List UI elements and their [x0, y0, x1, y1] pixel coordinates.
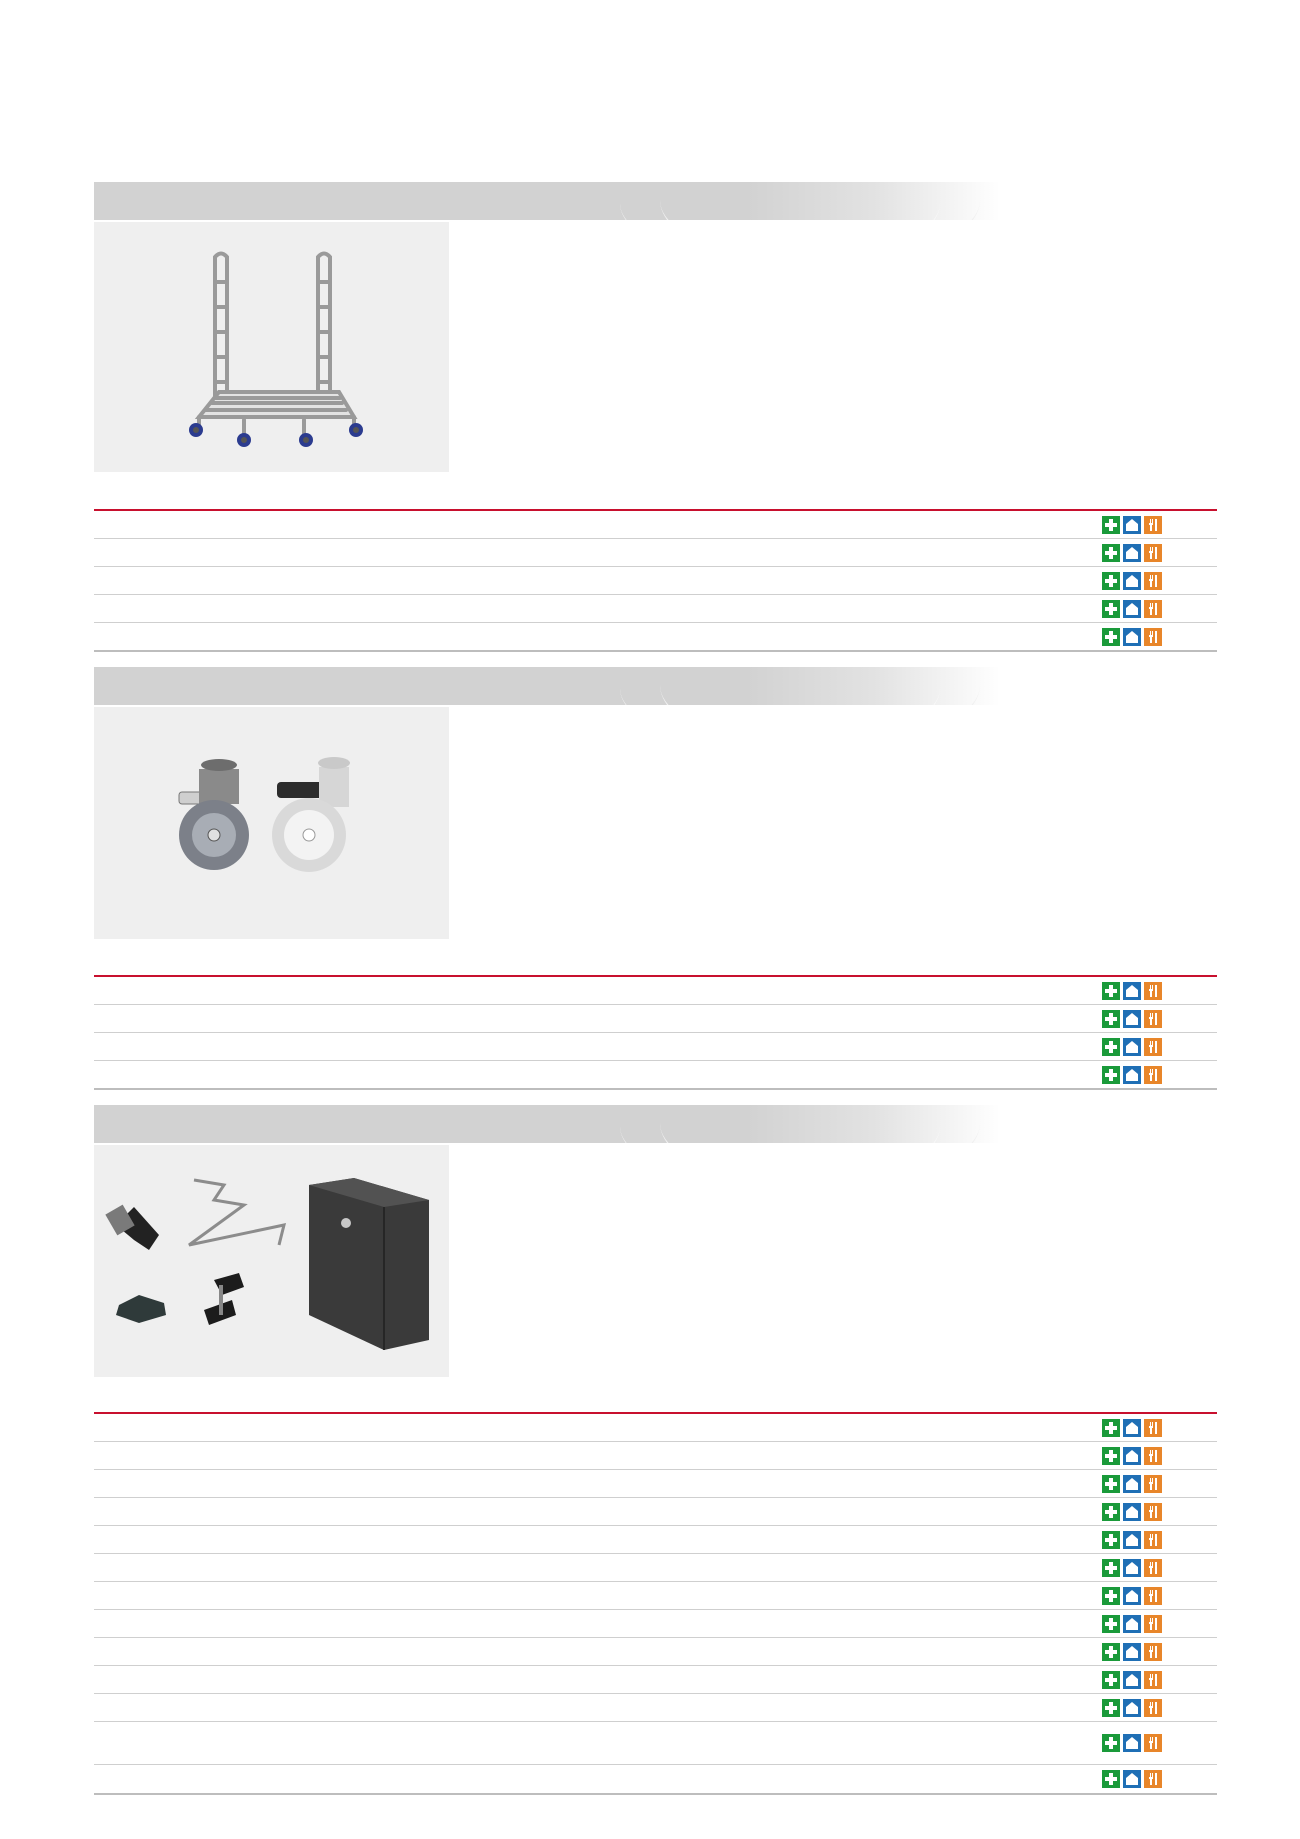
house-icon	[1123, 1066, 1141, 1084]
sector-icons	[1102, 628, 1162, 646]
medical-cross-icon	[1102, 628, 1120, 646]
cutlery-icon	[1144, 1038, 1162, 1056]
sector-icons	[1102, 1559, 1162, 1577]
table-row	[94, 1638, 1217, 1666]
sector-icons	[1102, 982, 1162, 1000]
table-row	[94, 1666, 1217, 1694]
table-row	[94, 595, 1217, 623]
section-2-header-bar	[94, 667, 1000, 705]
cutlery-icon	[1144, 1475, 1162, 1493]
sector-icons	[1102, 1587, 1162, 1605]
table-row	[94, 1442, 1217, 1470]
medical-cross-icon	[1102, 1587, 1120, 1605]
medical-cross-icon	[1102, 1615, 1120, 1633]
sector-icons	[1102, 1699, 1162, 1717]
medical-cross-icon	[1102, 1447, 1120, 1465]
cutlery-icon	[1144, 1447, 1162, 1465]
medical-cross-icon	[1102, 600, 1120, 618]
cutlery-icon	[1144, 544, 1162, 562]
cutlery-icon	[1144, 1671, 1162, 1689]
cutlery-icon	[1144, 1066, 1162, 1084]
medical-cross-icon	[1102, 1038, 1120, 1056]
table-row	[94, 977, 1217, 1005]
cutlery-icon	[1144, 1531, 1162, 1549]
trolley-frame-photo	[94, 222, 449, 472]
house-icon	[1123, 628, 1141, 646]
medical-cross-icon	[1102, 544, 1120, 562]
cutlery-icon	[1144, 982, 1162, 1000]
house-icon	[1123, 1671, 1141, 1689]
house-icon	[1123, 1559, 1141, 1577]
cutlery-icon	[1144, 600, 1162, 618]
medical-cross-icon	[1102, 982, 1120, 1000]
house-icon	[1123, 1643, 1141, 1661]
sector-icons	[1102, 1615, 1162, 1633]
medical-cross-icon	[1102, 516, 1120, 534]
table-row	[94, 1610, 1217, 1638]
cutlery-icon	[1144, 1734, 1162, 1752]
table-row	[94, 1498, 1217, 1526]
house-icon	[1123, 600, 1141, 618]
table-row	[94, 1765, 1217, 1795]
cutlery-icon	[1144, 1643, 1162, 1661]
house-icon	[1123, 1419, 1141, 1437]
sector-icons	[1102, 1038, 1162, 1056]
medical-cross-icon	[1102, 1531, 1120, 1549]
medical-cross-icon	[1102, 1066, 1120, 1084]
sector-icons	[1102, 1770, 1162, 1788]
sector-icons	[1102, 1447, 1162, 1465]
sector-icons	[1102, 1531, 1162, 1549]
house-icon	[1123, 1699, 1141, 1717]
house-icon	[1123, 1475, 1141, 1493]
section-1-header-bar	[94, 182, 1000, 220]
table-row	[94, 539, 1217, 567]
cutlery-icon	[1144, 516, 1162, 534]
section-3-header-bar	[94, 1105, 1000, 1143]
castor-wheels-photo	[94, 707, 449, 939]
house-icon	[1123, 1447, 1141, 1465]
house-icon	[1123, 1503, 1141, 1521]
house-icon	[1123, 572, 1141, 590]
cutlery-icon	[1144, 1770, 1162, 1788]
house-icon	[1123, 544, 1141, 562]
house-icon	[1123, 1770, 1141, 1788]
house-icon	[1123, 1010, 1141, 1028]
table-row	[94, 1061, 1217, 1090]
section-2-table	[94, 975, 1217, 1090]
house-icon	[1123, 1531, 1141, 1549]
sector-icons	[1102, 544, 1162, 562]
table-row	[94, 1582, 1217, 1610]
sector-icons	[1102, 1475, 1162, 1493]
medical-cross-icon	[1102, 1503, 1120, 1521]
medical-cross-icon	[1102, 1643, 1120, 1661]
house-icon	[1123, 1615, 1141, 1633]
table-row	[94, 511, 1217, 539]
cutlery-icon	[1144, 1615, 1162, 1633]
cutlery-icon	[1144, 1010, 1162, 1028]
table-row	[94, 1554, 1217, 1582]
cutlery-icon	[1144, 572, 1162, 590]
sector-icons	[1102, 1419, 1162, 1437]
sector-icons	[1102, 600, 1162, 618]
sector-icons	[1102, 1066, 1162, 1084]
medical-cross-icon	[1102, 572, 1120, 590]
cutlery-icon	[1144, 1699, 1162, 1717]
table-row	[94, 1470, 1217, 1498]
cutlery-icon	[1144, 1587, 1162, 1605]
sector-icons	[1102, 516, 1162, 534]
table-row	[94, 1005, 1217, 1033]
house-icon	[1123, 1038, 1141, 1056]
cutlery-icon	[1144, 1419, 1162, 1437]
medical-cross-icon	[1102, 1419, 1120, 1437]
house-icon	[1123, 1587, 1141, 1605]
medical-cross-icon	[1102, 1699, 1120, 1717]
section-3-table	[94, 1412, 1217, 1795]
medical-cross-icon	[1102, 1770, 1120, 1788]
sector-icons	[1102, 1503, 1162, 1521]
house-icon	[1123, 516, 1141, 534]
accessories-photo	[94, 1145, 449, 1377]
medical-cross-icon	[1102, 1671, 1120, 1689]
sector-icons	[1102, 572, 1162, 590]
table-row	[94, 1694, 1217, 1722]
medical-cross-icon	[1102, 1475, 1120, 1493]
table-row	[94, 1414, 1217, 1442]
sector-icons	[1102, 1671, 1162, 1689]
sector-icons	[1102, 1010, 1162, 1028]
table-row	[94, 1722, 1217, 1765]
table-row	[94, 1033, 1217, 1061]
medical-cross-icon	[1102, 1734, 1120, 1752]
sector-icons	[1102, 1734, 1162, 1752]
house-icon	[1123, 982, 1141, 1000]
cutlery-icon	[1144, 1559, 1162, 1577]
table-row	[94, 567, 1217, 595]
section-1-table	[94, 509, 1217, 652]
cutlery-icon	[1144, 628, 1162, 646]
sector-icons	[1102, 1643, 1162, 1661]
medical-cross-icon	[1102, 1559, 1120, 1577]
house-icon	[1123, 1734, 1141, 1752]
table-row	[94, 623, 1217, 652]
cutlery-icon	[1144, 1503, 1162, 1521]
table-row	[94, 1526, 1217, 1554]
medical-cross-icon	[1102, 1010, 1120, 1028]
